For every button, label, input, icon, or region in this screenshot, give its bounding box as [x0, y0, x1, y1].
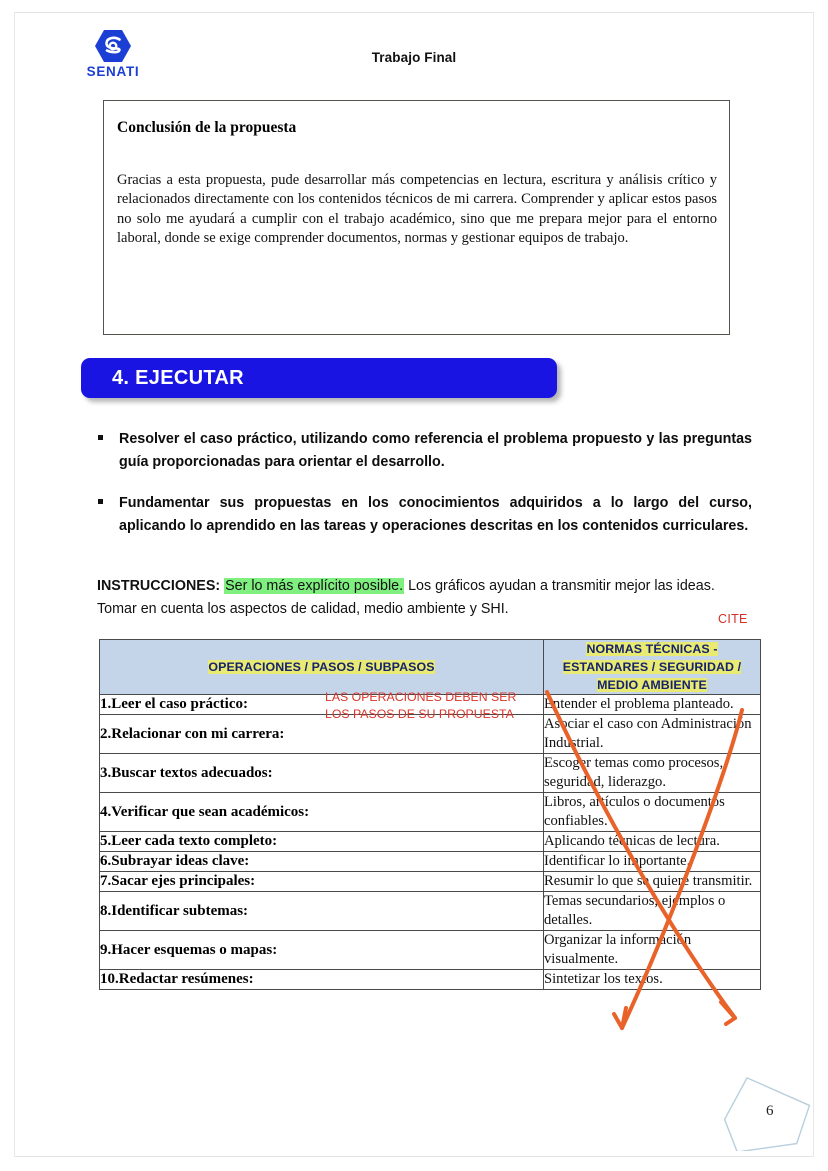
conclusion-box [103, 100, 730, 335]
instruction-bullet-list [97, 428, 752, 556]
table-row [100, 852, 761, 872]
table-cell-operation: 2.Relacionar con mi carrera: [100, 715, 544, 754]
table-header-operations: OPERACIONES / PASOS / SUBPASOS [100, 640, 544, 695]
page-number-tag [722, 1073, 818, 1151]
table-cell-norm: Identificar lo importante. [544, 852, 761, 872]
table-cell-norm: Aplicando técnicas de lectura. [544, 832, 761, 852]
table-row [100, 872, 761, 892]
table-row [100, 892, 761, 931]
table-cell-operation: 1.Leer el caso práctico: [100, 695, 544, 715]
page-header [0, 28, 828, 90]
list-item-label: Fundamentar sus propuestas en los conocimientos adquiridos a lo largo del curso, aplicando lo aprendido en las tareas y operaciones descritas en los contenidos curriculares. [119, 495, 752, 534]
page-border-bottom [14, 1156, 814, 1157]
table-row [100, 695, 761, 715]
square-bullet-icon [98, 499, 103, 504]
table-cell-operation: 5.Leer cada texto completo: [100, 832, 544, 852]
table-header-row [100, 640, 761, 695]
table-cell-norm: Entender el problema planteado. [544, 695, 761, 715]
table-cell-operation: 8.Identificar subtemas: [100, 892, 544, 931]
conclusion-title: Conclusión de la propuesta [117, 119, 297, 136]
red-annotation-note: LAS OPERACIONES DEBEN SER LOS PASOS DE SU PROPUESTA [325, 690, 517, 721]
table-row [100, 754, 761, 793]
list-item-label: Resolver el caso práctico, utilizando como referencia el problema propuesto y las preguntas guía proporcionadas para orientar el desarrollo. [119, 431, 752, 470]
table-cell-norm: Libros, artículos o documentos confiables. [544, 793, 761, 832]
table-row [100, 715, 761, 754]
table-cell-norm: Resumir lo que se quiere transmitir. [544, 872, 761, 892]
table-cell-operation: 3.Buscar textos adecuados: [100, 754, 544, 793]
square-bullet-icon [98, 435, 103, 440]
instructions-label: INSTRUCCIONES: [97, 578, 221, 594]
list-item [97, 492, 752, 538]
table-cell-norm: Temas secundarios, ejemplos o detalles. [544, 892, 761, 931]
table-row [100, 931, 761, 970]
list-item [97, 428, 752, 474]
page-border-right [813, 12, 814, 1157]
instructions-paragraph [97, 575, 752, 621]
operations-table [99, 639, 761, 990]
section-banner-label: 4. EJECUTAR [112, 367, 244, 389]
table-cell-operation: 9.Hacer esquemas o mapas: [100, 931, 544, 970]
table-row [100, 970, 761, 990]
conclusion-body: Gracias a esta propuesta, pude desarrollar más competencias en lectura, escritura y análisis crítico y relacionados directamente con los contenidos técnicos de mi carrera. Comprender y aplicar estos pasos no solo me ayudará a cumplir con el trabajo académico, sino que me prepara mejor para el entorno laboral, donde se exige comprender documentos, normas y gestionar equipos de trabajo. [117, 172, 717, 246]
table-row [100, 832, 761, 852]
instructions-rest-text: Los gráficos ayudan a transmitir mejor las ideas. Tomar en cuenta los aspectos de calidad, medio ambiente y SHI. [97, 578, 715, 617]
table-cell-norm: Organizar la información visualmente. [544, 931, 761, 970]
table-cell-operation: 6.Subrayar ideas clave: [100, 852, 544, 872]
cite-annotation: CITE [718, 612, 748, 626]
section-banner-ejecutar [81, 358, 557, 398]
table-row [100, 793, 761, 832]
table-cell-norm: Escoger temas como procesos, seguridad, liderazgo. [544, 754, 761, 793]
table-cell-norm: Sintetizar los textos. [544, 970, 761, 990]
instructions-highlighted-text: Ser lo más explícito posible. [225, 578, 404, 594]
table-cell-operation: 4.Verificar que sean académicos: [100, 793, 544, 832]
table-cell-norm: Asociar el caso con Administración Industrial. [544, 715, 761, 754]
senati-wordmark: SENATI [86, 64, 140, 79]
document-title: Trabajo Final [371, 50, 457, 65]
table-header-norms: NORMAS TÉCNICAS - ESTANDARES / SEGURIDAD / MEDIO AMBIENTE [544, 640, 761, 695]
table-cell-operation: 10.Redactar resúmenes: [100, 970, 544, 990]
page-border-top [14, 12, 814, 13]
table-cell-operation: 7.Sacar ejes principales: [100, 872, 544, 892]
page-border-left [14, 12, 15, 1157]
page-number: 6 [766, 1103, 774, 1119]
